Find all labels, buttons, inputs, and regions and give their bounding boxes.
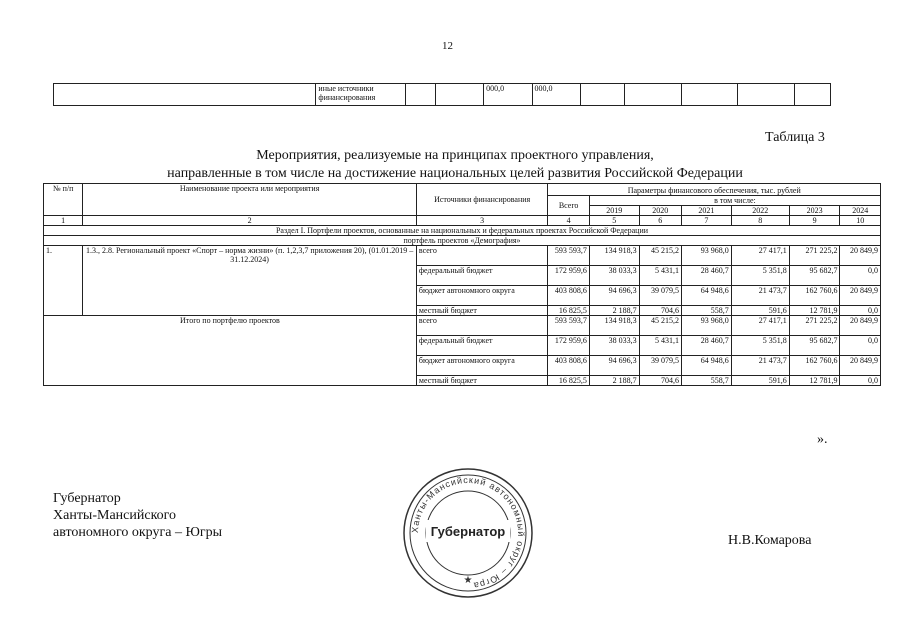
- cell-value: 403 808,6: [548, 356, 589, 376]
- cell-value: 16 825,5: [548, 376, 589, 386]
- project-num: 1.: [44, 246, 83, 316]
- cell-value: 28 460,7: [682, 266, 732, 286]
- cell-value: 95 682,7: [789, 266, 840, 286]
- cell-value: 0,0: [840, 336, 881, 356]
- cell-value: 271 225,2: [789, 316, 840, 336]
- cell-value: 593 593,7: [548, 316, 589, 336]
- col-num: 5: [589, 216, 639, 226]
- cell-value: 591,6: [731, 376, 789, 386]
- cell-value: 20 849,9: [840, 286, 881, 306]
- col-num: 10: [840, 216, 881, 226]
- row-source: бюджет автономного округа: [416, 286, 548, 306]
- cell-value: 16 825,5: [548, 306, 589, 316]
- header-incl: в том числе:: [589, 196, 880, 206]
- header-year: 2020: [639, 206, 681, 216]
- cell-value: 93 968,0: [682, 316, 732, 336]
- cell-value: 172 959,6: [548, 266, 589, 286]
- cell-value: 94 696,3: [589, 286, 639, 306]
- cell-value: 21 473,7: [731, 286, 789, 306]
- closing-quote: ».: [817, 432, 828, 447]
- cell-value: 21 473,7: [731, 356, 789, 376]
- cell-value: 0,0: [840, 266, 881, 286]
- cell-value: 403 808,6: [548, 286, 589, 306]
- cell-value: 704,6: [639, 306, 681, 316]
- cell-value: 64 948,6: [682, 286, 732, 306]
- col-num: 2: [83, 216, 417, 226]
- cell-value: 558,7: [682, 376, 732, 386]
- cell-value: 134 918,3: [589, 246, 639, 266]
- cell-source: иные источники финансирования: [316, 84, 406, 106]
- row-source: местный бюджет: [416, 376, 548, 386]
- header-total: Всего: [548, 196, 589, 216]
- header-source: Источники финансирования: [416, 184, 548, 216]
- row-source: федеральный бюджет: [416, 336, 548, 356]
- signatory-name: Н.В.Комарова: [728, 533, 812, 548]
- cell-value: 20 849,9: [840, 316, 881, 336]
- cell-value: 39 079,5: [639, 356, 681, 376]
- cell-value: 162 760,6: [789, 356, 840, 376]
- cell-value: 27 417,1: [731, 316, 789, 336]
- cell-value: 593 593,7: [548, 246, 589, 266]
- row-source: бюджет автономного округа: [416, 356, 548, 376]
- col-num: 9: [789, 216, 840, 226]
- cell-value: 28 460,7: [682, 336, 732, 356]
- cell-value: 45 215,2: [639, 246, 681, 266]
- cell-value: 0,0: [840, 376, 881, 386]
- official-seal: [400, 465, 536, 601]
- cell-value: 2 188,7: [589, 306, 639, 316]
- header-num: № п/п: [44, 184, 83, 216]
- table-row: [44, 246, 881, 266]
- cell-value: 38 033,3: [589, 336, 639, 356]
- table-label: Таблица 3: [765, 130, 825, 145]
- signature-title: [53, 490, 222, 541]
- cell-value: 5 431,1: [639, 336, 681, 356]
- cell-value: 27 417,1: [731, 246, 789, 266]
- project-name: 1.3., 2.8. Региональный проект «Спорт – норма жизни» (п. 1,2,3,7 приложения 20), (01.01.2019 – 31.12.2024): [83, 246, 417, 316]
- signature-line: Ханты-Мансийского: [53, 508, 177, 523]
- cell-value: 94 696,3: [589, 356, 639, 376]
- cell-value: 95 682,7: [789, 336, 840, 356]
- cell-value: 000,0: [484, 84, 532, 106]
- header-year: 2023: [789, 206, 840, 216]
- cell-value: 93 968,0: [682, 246, 732, 266]
- header-params: Параметры финансового обеспечения, тыс. рублей: [548, 184, 881, 196]
- seal-center-text: Губернатор: [430, 524, 506, 539]
- seal-ring-text: Ханты-Мансийский автономный округ – Югра: [409, 474, 527, 591]
- cell-value: 0,0: [840, 306, 881, 316]
- cell-value: 12 781,9: [789, 376, 840, 386]
- cell-value: 162 760,6: [789, 286, 840, 306]
- portfolio-title: портфель проектов «Демография»: [44, 236, 881, 246]
- cell-value: 704,6: [639, 376, 681, 386]
- header-year: 2021: [682, 206, 732, 216]
- col-num: 4: [548, 216, 589, 226]
- cell-value: 271 225,2: [789, 246, 840, 266]
- cell-value: 20 849,9: [840, 246, 881, 266]
- header-year: 2022: [731, 206, 789, 216]
- row-source: федеральный бюджет: [416, 266, 548, 286]
- signature-line: автономного округа – Югры: [53, 525, 222, 540]
- cell-value: 45 215,2: [639, 316, 681, 336]
- cell-value: 000,0: [532, 84, 580, 106]
- row-source: всего: [416, 246, 548, 266]
- cell-value: 2 188,7: [589, 376, 639, 386]
- total-label: Итого по портфелю проектов: [44, 316, 417, 386]
- funding-table: [43, 183, 881, 386]
- cell-value: 558,7: [682, 306, 732, 316]
- page-number: 12: [442, 40, 453, 52]
- col-num: 6: [639, 216, 681, 226]
- row-source: местный бюджет: [416, 306, 548, 316]
- star-icon: ★: [463, 575, 473, 586]
- row-source: всего: [416, 316, 548, 336]
- cell-value: 134 918,3: [589, 316, 639, 336]
- header-name: Наименование проекта или мероприятия: [83, 184, 417, 216]
- cell-value: 64 948,6: [682, 356, 732, 376]
- cell-value: 5 431,1: [639, 266, 681, 286]
- col-num: 3: [416, 216, 548, 226]
- cell-value: 591,6: [731, 306, 789, 316]
- cell-value: 39 079,5: [639, 286, 681, 306]
- continued-table-row: [53, 83, 831, 106]
- col-num: 8: [731, 216, 789, 226]
- cell-value: 5 351,8: [731, 336, 789, 356]
- cell-value: 172 959,6: [548, 336, 589, 356]
- header-year: 2024: [840, 206, 881, 216]
- cell-value: 20 849,9: [840, 356, 881, 376]
- signature-line: Губернатор: [53, 491, 121, 506]
- header-year: 2019: [589, 206, 639, 216]
- col-num: 7: [682, 216, 732, 226]
- section-title: Раздел I. Портфели проектов, основанные на национальных и федеральных проектах Российской Федерации: [44, 226, 881, 236]
- col-num: 1: [44, 216, 83, 226]
- document-title: [100, 147, 810, 183]
- title-line: Мероприятия, реализуемые на принципах проектного управления,: [256, 148, 654, 163]
- title-line: направленные в том числе на достижение национальных целей развития Российской Федерации: [167, 166, 743, 181]
- cell-value: 38 033,3: [589, 266, 639, 286]
- cell-value: 5 351,8: [731, 266, 789, 286]
- cell-value: 12 781,9: [789, 306, 840, 316]
- table-row: [44, 316, 881, 336]
